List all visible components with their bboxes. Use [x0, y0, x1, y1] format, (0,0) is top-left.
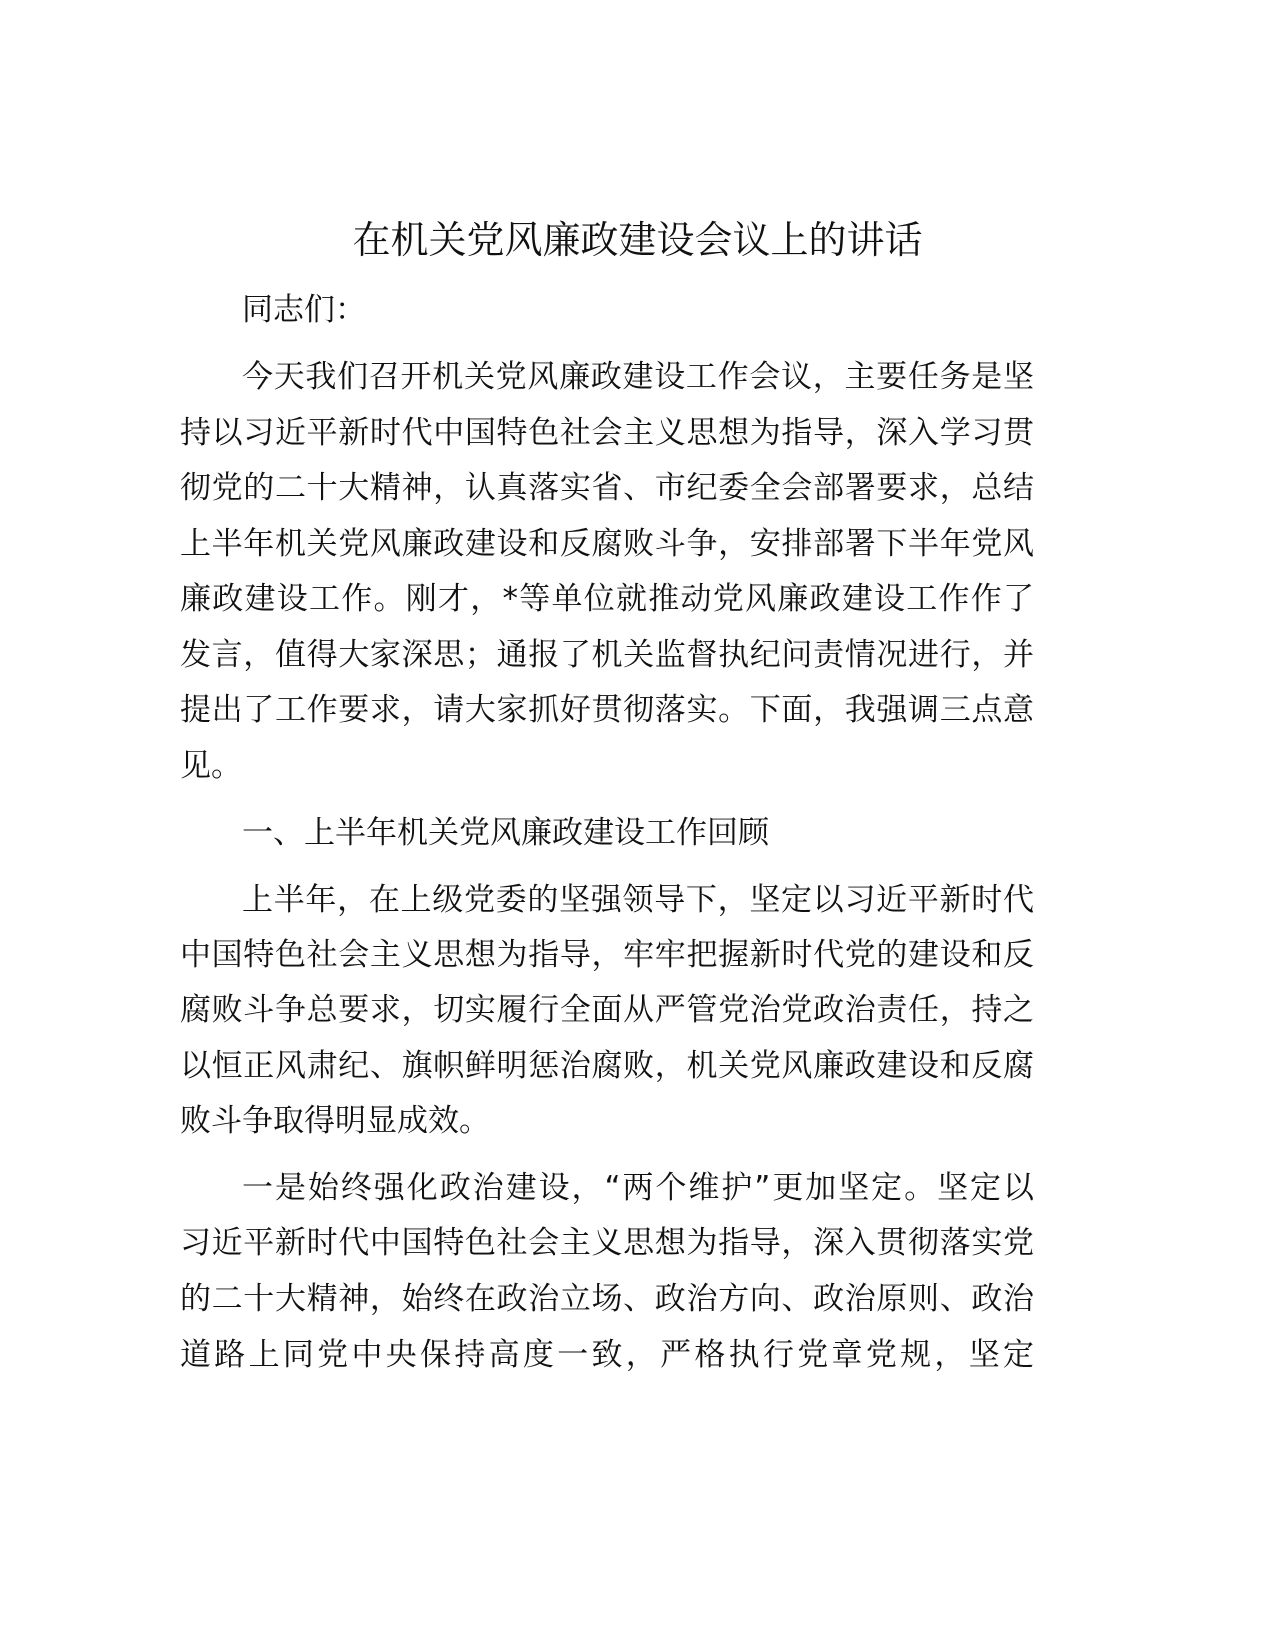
text-line: 廉政建设工作。刚才，*等单位就推动党风廉政建设工作作了 [180, 581, 1034, 617]
text-line: 一是始终强化政治建设，“两个维护”更加坚定。坚定以 [242, 1170, 1034, 1206]
text-line: 见。 [180, 748, 242, 784]
text-line: 上半年机关党风廉政建设和反腐败斗争，安排部署下半年党风 [180, 526, 1034, 562]
text-line: 持以习近平新时代中国特色社会主义思想为指导，深入学习贯 [180, 415, 1034, 451]
text-line: 彻党的二十大精神，认真落实省、市纪委全会部署要求，总结 [180, 470, 1034, 506]
salutation: 同志们： [242, 292, 366, 328]
text-line: 上半年，在上级党委的坚强领导下，坚定以习近平新时代 [242, 882, 1034, 918]
text-line: 道路上同党中央保持高度一致，严格执行党章党规，坚定 [180, 1337, 1034, 1373]
text-line: 的二十大精神，始终在政治立场、政治方向、政治原则、政治 [180, 1281, 1034, 1317]
text-line: 习近平新时代中国特色社会主义思想为指导，深入贯彻落实党 [180, 1225, 1034, 1261]
text-line: 败斗争取得明显成效。 [180, 1103, 490, 1139]
text-line: 今天我们召开机关党风廉政建设工作会议，主要任务是坚 [242, 359, 1034, 395]
text-line: 发言，值得大家深思；通报了机关监督执纪问责情况进行，并 [180, 637, 1034, 673]
text-line: 以恒正风肃纪、旗帜鲜明惩治腐败，机关党风廉政建设和反腐 [180, 1048, 1034, 1084]
text-line: 中国特色社会主义思想为指导，牢牢把握新时代党的建设和反 [180, 937, 1034, 973]
text-line: 提出了工作要求，请大家抓好贯彻落实。下面，我强调三点意 [180, 692, 1034, 728]
document-title: 在机关党风廉政建设会议上的讲话 [352, 218, 923, 262]
section-heading: 一、上半年机关党风廉政建设工作回顾 [242, 815, 769, 851]
text-line: 腐败斗争总要求，切实履行全面从严管党治党政治责任，持之 [180, 992, 1034, 1028]
